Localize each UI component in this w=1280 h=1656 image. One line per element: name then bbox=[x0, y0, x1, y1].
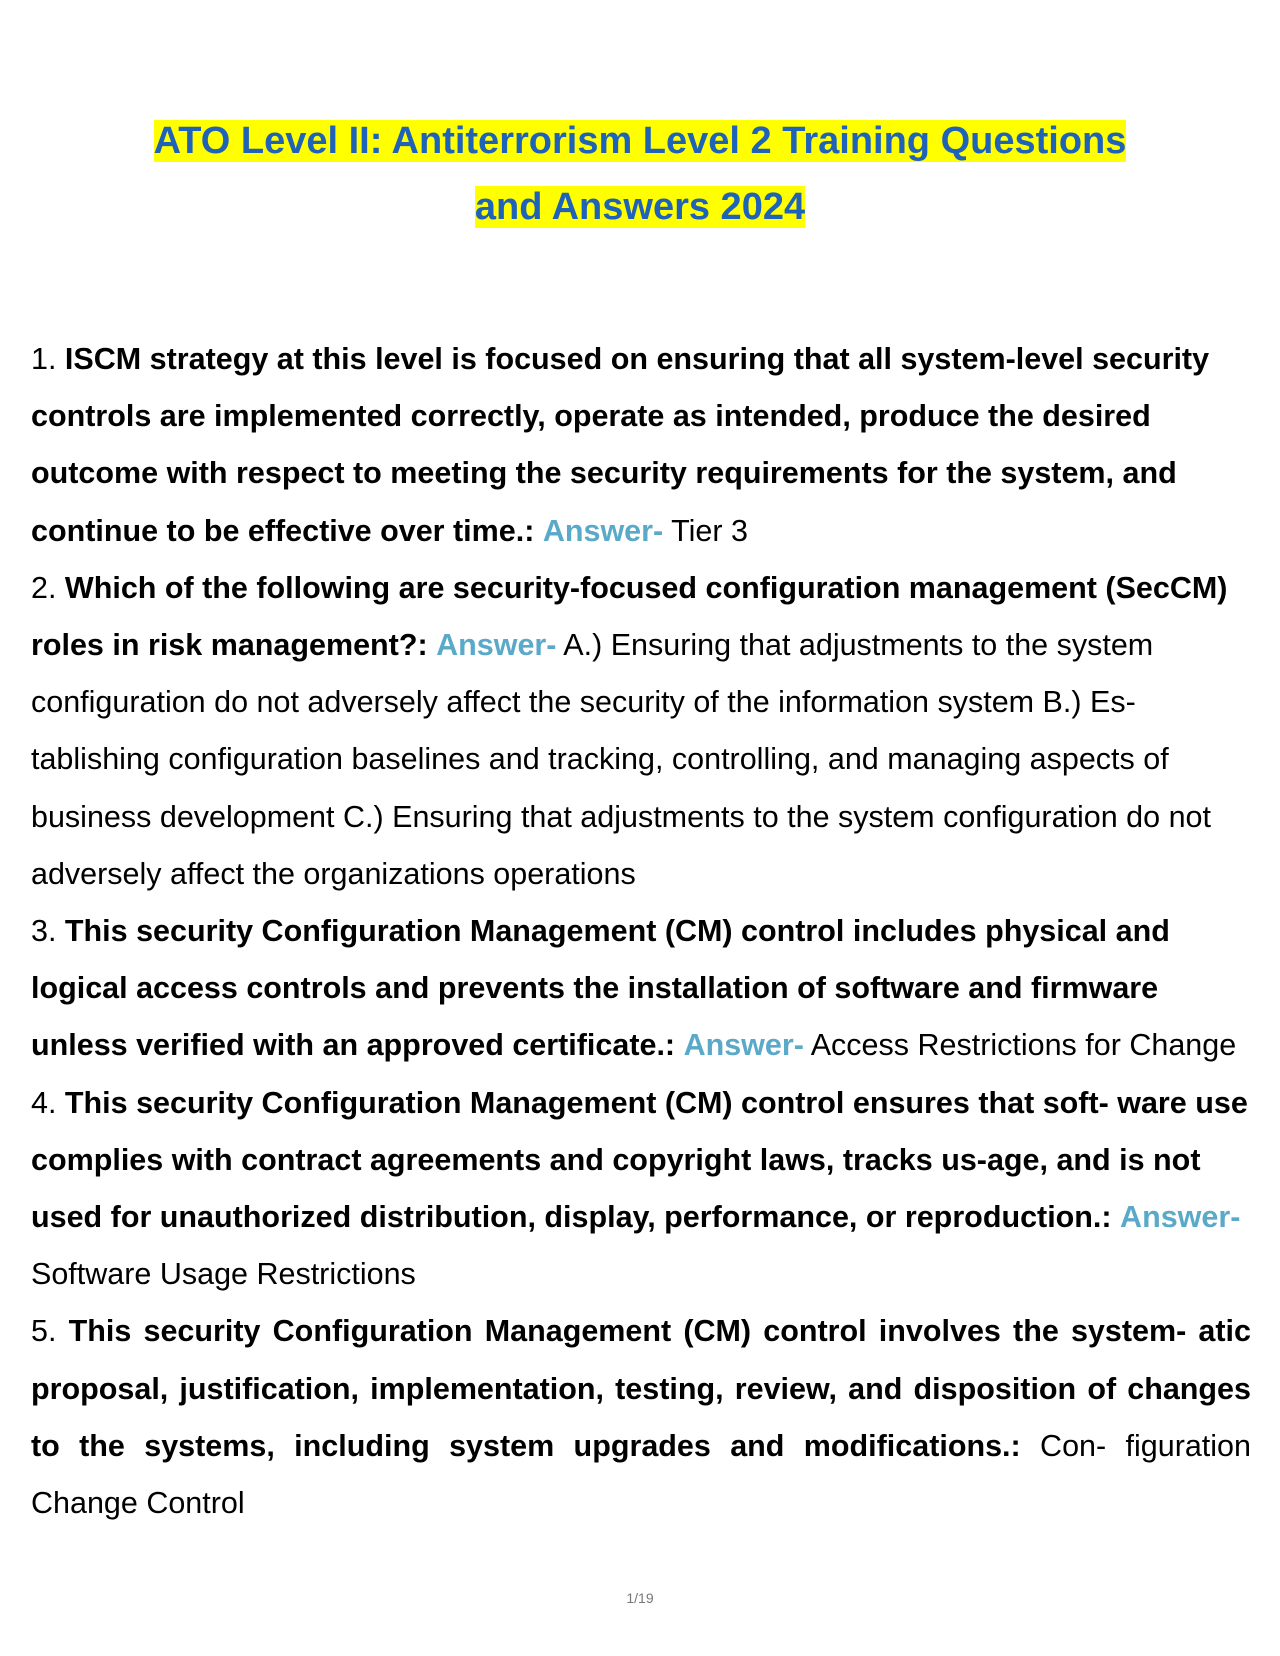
question-item-2 bbox=[31, 560, 1251, 903]
question-text: This security Configuration Management (CM) control includes physical and logical access controls and prevents the installation of software and firmware unless verified with an approved certificate.: bbox=[31, 914, 1170, 1063]
question-text: ISCM strategy at this level is focused on ensuring that all system-level security controls are implemented correctly, operate as intended, produce the desired outcome with respect to meeting the security requirements for the system, and continue to be effective over time.: bbox=[31, 342, 1210, 548]
question-item-4 bbox=[31, 1075, 1251, 1304]
question-item-1 bbox=[31, 331, 1251, 560]
question-item-3 bbox=[31, 903, 1251, 1075]
question-list bbox=[31, 331, 1251, 1532]
answer-text: Tier 3 bbox=[671, 513, 748, 548]
document-title bbox=[80, 108, 1200, 240]
question-number: 5. bbox=[31, 1314, 57, 1349]
question-item-5 bbox=[31, 1303, 1251, 1532]
answer-label: Answer- bbox=[1120, 1200, 1241, 1235]
question-number: 2. bbox=[31, 570, 57, 605]
question-text: This security Configuration Management (CM) control ensures that soft- ware use complies with contract agreements and copyright laws, tracks us-age, and is not used for unauthorized distribution, display, performance, or reproduction.: bbox=[31, 1085, 1248, 1235]
question-text: This security Configuration Management (CM) control involves the system- atic proposal, justification, implementation, testing, review, and disposition of changes to the systems, including system upgrades and modifications.: bbox=[31, 1314, 1251, 1463]
question-number: 3. bbox=[31, 914, 57, 949]
answer-label: Answer- bbox=[683, 1028, 804, 1063]
answer-label: Answer- bbox=[436, 628, 557, 663]
answer-text: Software Usage Restrictions bbox=[31, 1257, 416, 1292]
title-line-2: and Answers 2024 bbox=[474, 186, 806, 228]
question-number: 1. bbox=[31, 342, 57, 376]
title-line-1: ATO Level II: Antiterrorism Level 2 Training Questions bbox=[153, 120, 1127, 162]
page-number: 1/19 bbox=[626, 1590, 654, 1606]
answer-text: Con- figuration Change Control bbox=[31, 1428, 1251, 1521]
question-number: 4. bbox=[31, 1085, 57, 1120]
question-text: Which of the following are security-focused configuration management (SecCM) roles in risk management?: bbox=[31, 570, 1228, 663]
answer-text: A.) Ensuring that adjustments to the system configuration do not adversely affect the security of the information system B.) Es- tablishing configuration baselines and tracking, controlling, and managing aspects of business development C.) Ensuring that adjustments to the system configuration do not adversely affect the organizations operations bbox=[31, 628, 1211, 891]
answer-text: Access Restrictions for Change bbox=[810, 1028, 1237, 1063]
answer-label: Answer- bbox=[542, 513, 664, 548]
